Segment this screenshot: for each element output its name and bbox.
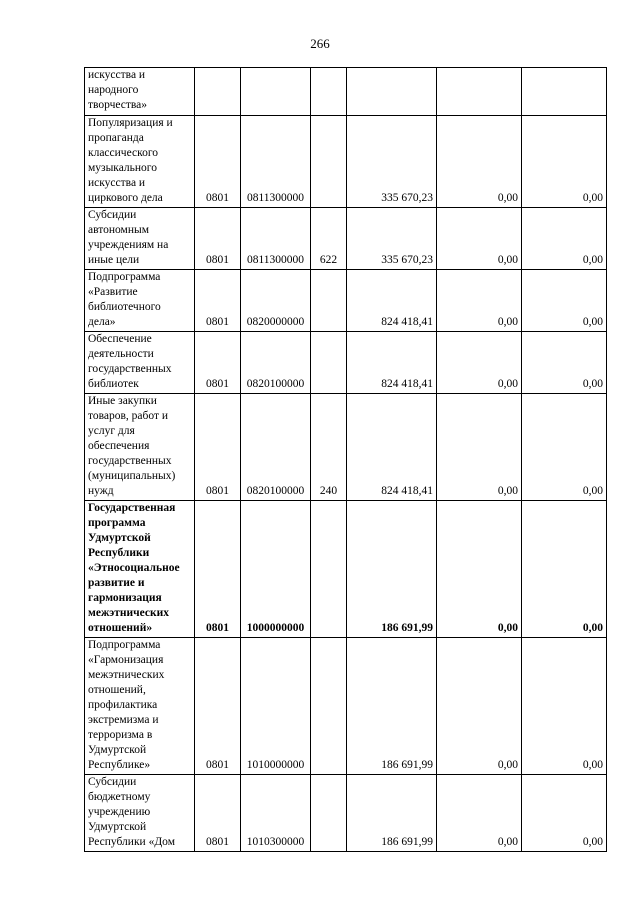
section-code-cell [195,68,241,116]
amount-year3-cell: 0,00 [522,332,607,394]
table-row [85,116,607,208]
amount-year2-cell: 0,00 [437,394,522,501]
amount-year3-cell [522,68,607,116]
amount-year2-cell: 0,00 [437,775,522,852]
section-code-cell: 0801 [195,638,241,775]
amount-year2-cell: 0,00 [437,501,522,638]
amount-year3-cell: 0,00 [522,501,607,638]
section-code-cell: 0801 [195,501,241,638]
target-article-cell: 0811300000 [241,208,311,270]
amount-year2-cell: 0,00 [437,638,522,775]
row-name-cell: Подпрограмма «Развитие библиотечного дела» [85,270,195,332]
amount-year2-cell [437,68,522,116]
row-name-cell: Подпрограмма «Гармонизация межэтнических отношений, профилактика экстремизма и терроризма в Удмуртской Республике» [85,638,195,775]
amount-year1-cell: 824 418,41 [347,394,437,501]
table-row [85,501,607,638]
section-code-cell: 0801 [195,270,241,332]
amount-year1-cell: 186 691,99 [347,501,437,638]
budget-table [84,67,607,852]
amount-year3-cell: 0,00 [522,394,607,501]
page-number: 266 [310,36,330,51]
row-name-cell: Популяризация и пропаганда классического музыкального искусства и циркового дела [85,116,195,208]
expense-type-cell [311,501,347,638]
amount-year2-cell: 0,00 [437,208,522,270]
target-article-cell: 1010300000 [241,775,311,852]
table-row [85,775,607,852]
amount-year1-cell: 186 691,99 [347,638,437,775]
section-code-cell: 0801 [195,116,241,208]
target-article-cell: 0811300000 [241,116,311,208]
row-name-cell: искусства и народного творчества» [85,68,195,116]
section-code-cell: 0801 [195,775,241,852]
table-row [85,68,607,116]
amount-year2-cell: 0,00 [437,332,522,394]
amount-year3-cell: 0,00 [522,775,607,852]
amount-year3-cell: 0,00 [522,270,607,332]
expense-type-cell [311,638,347,775]
budget-table-body [85,68,607,852]
amount-year3-cell: 0,00 [522,638,607,775]
expense-type-cell: 622 [311,208,347,270]
amount-year3-cell: 0,00 [522,116,607,208]
table-row [85,270,607,332]
table-row [85,394,607,501]
target-article-cell: 0820000000 [241,270,311,332]
section-code-cell: 0801 [195,394,241,501]
amount-year1-cell [347,68,437,116]
amount-year1-cell: 824 418,41 [347,332,437,394]
row-name-cell: Иные закупки товаров, работ и услуг для обеспечения государственных (муниципальных) нужд [85,394,195,501]
expense-type-cell [311,332,347,394]
target-article-cell: 0820100000 [241,394,311,501]
section-code-cell: 0801 [195,208,241,270]
expense-type-cell [311,116,347,208]
amount-year1-cell: 824 418,41 [347,270,437,332]
target-article-cell: 1000000000 [241,501,311,638]
expense-type-cell [311,68,347,116]
row-name-cell: Государственная программа Удмуртской Республики «Этносоциальное развитие и гармонизация межэтнических отношений» [85,501,195,638]
amount-year1-cell: 186 691,99 [347,775,437,852]
row-name-cell: Субсидии бюджетному учреждению Удмуртской Республики «Дом [85,775,195,852]
row-name-cell: Субсидии автономным учреждениям на иные цели [85,208,195,270]
target-article-cell: 0820100000 [241,332,311,394]
amount-year3-cell: 0,00 [522,208,607,270]
expense-type-cell [311,775,347,852]
expense-type-cell: 240 [311,394,347,501]
amount-year1-cell: 335 670,23 [347,208,437,270]
table-row [85,332,607,394]
row-name-cell: Обеспечение деятельности государственных библиотек [85,332,195,394]
section-code-cell: 0801 [195,332,241,394]
expense-type-cell [311,270,347,332]
table-row [85,208,607,270]
amount-year1-cell: 335 670,23 [347,116,437,208]
table-row [85,638,607,775]
target-article-cell: 1010000000 [241,638,311,775]
amount-year2-cell: 0,00 [437,270,522,332]
target-article-cell [241,68,311,116]
amount-year2-cell: 0,00 [437,116,522,208]
